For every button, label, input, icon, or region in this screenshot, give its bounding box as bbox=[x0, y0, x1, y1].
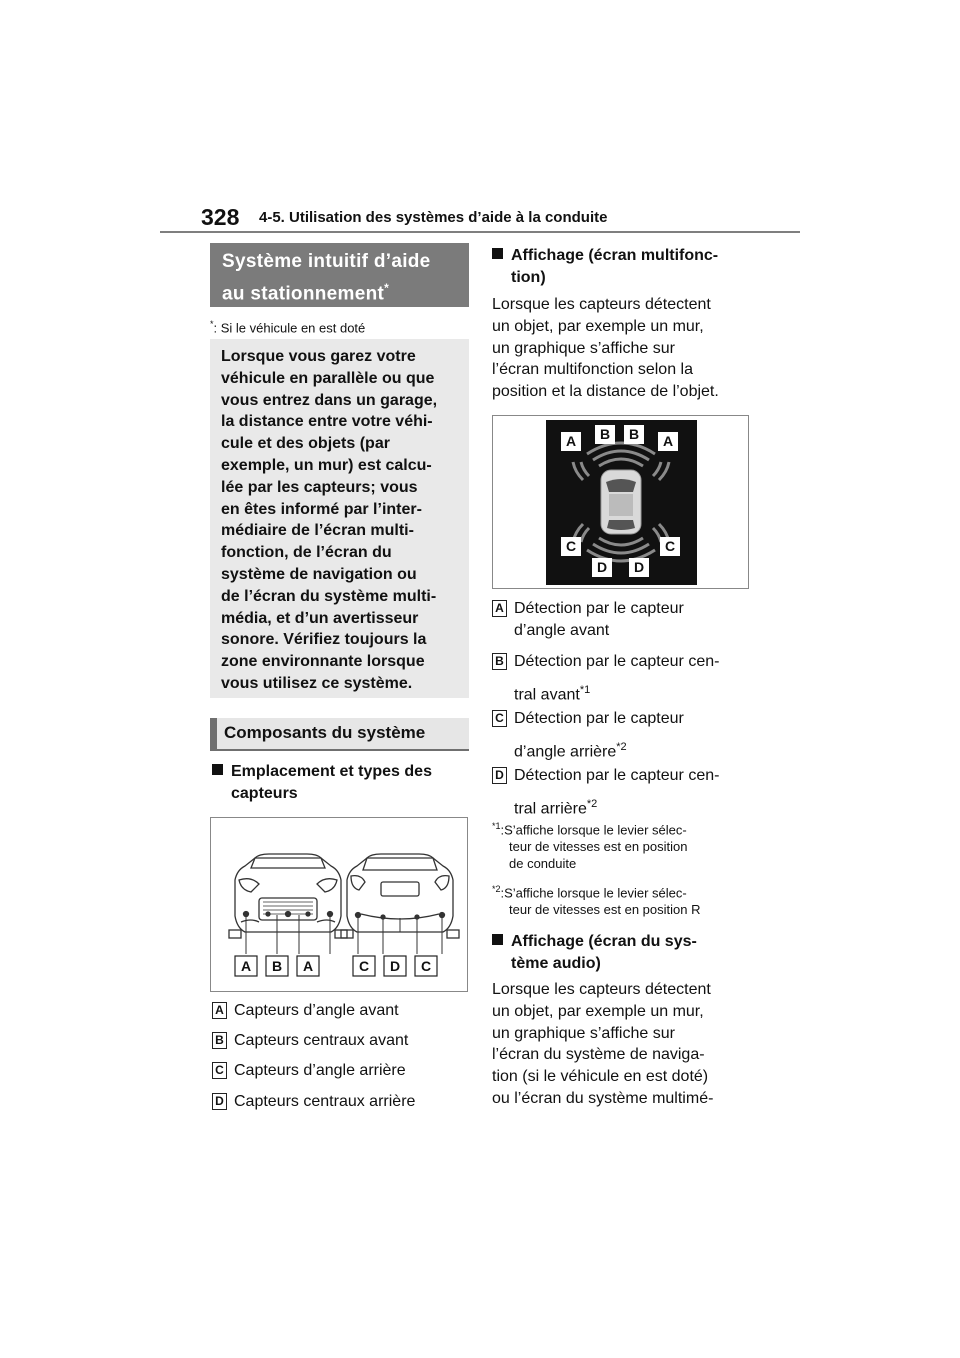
legend-text: Capteurs centraux avant bbox=[234, 1032, 409, 1049]
legend-badge: D bbox=[212, 1093, 227, 1110]
intro-line: fonction, de l’écran du bbox=[221, 544, 392, 562]
intro-line: Lorsque vous garez votre bbox=[221, 348, 416, 365]
title-line-1: Système intuitif d’aide bbox=[222, 251, 431, 272]
body-line: tion (si le véhicule en est doté) bbox=[492, 1068, 709, 1086]
equipped-note-text: : Si le véhicule en est doté bbox=[213, 320, 366, 336]
sensor-legend-item bbox=[212, 1092, 415, 1112]
legend-text: Capteurs centraux arrière bbox=[234, 1093, 416, 1110]
legend-badge: B bbox=[212, 1032, 227, 1049]
body-line: un graphique s’affiche sur bbox=[492, 339, 675, 357]
legend-line-1: Détection par le capteur bbox=[514, 710, 684, 727]
multi-heading-line-1: Affichage (écran multifonc- bbox=[511, 247, 719, 264]
square-bullet-icon bbox=[492, 934, 503, 945]
intro-line: exemple, un mur) est calcu- bbox=[221, 456, 432, 474]
body-line: Lorsque les capteurs détectent bbox=[492, 296, 711, 313]
title-mark: * bbox=[384, 281, 390, 295]
intro-line: la distance entre votre véhi- bbox=[221, 413, 433, 431]
intro-line: lée par les capteurs; vous bbox=[221, 478, 418, 496]
display-label-d-left: D bbox=[596, 559, 608, 575]
equipped-note-mark: * bbox=[210, 319, 214, 329]
sensor-heading-line-1: Emplacement et types des bbox=[231, 763, 432, 780]
intro-line: média, et d’un avertisseur bbox=[221, 609, 419, 627]
legend-sup: *2 bbox=[616, 741, 627, 753]
sensor-location-heading bbox=[212, 761, 472, 805]
audio-display-heading bbox=[492, 931, 752, 975]
intro-line: système de navigation ou bbox=[221, 565, 417, 583]
legend-sup: *2 bbox=[586, 798, 598, 810]
header-rule bbox=[160, 231, 800, 233]
legend-badge: D bbox=[492, 767, 507, 784]
footnote-1 bbox=[492, 818, 752, 872]
display-label-a-left: A bbox=[565, 433, 577, 449]
intro-line: vous entrez dans un garage, bbox=[221, 391, 438, 409]
title-line-2: au stationnement bbox=[222, 283, 385, 305]
display-legend-item bbox=[492, 598, 752, 642]
equipped-note bbox=[210, 319, 365, 335]
sensor-location-figure bbox=[210, 817, 468, 992]
body-line: un graphique s’affiche sur bbox=[492, 1024, 675, 1042]
display-label-b-left: B bbox=[599, 426, 611, 442]
body-line: un objet, par exemple un mur, bbox=[492, 317, 704, 335]
body-line: l’écran multifonction selon la bbox=[492, 361, 693, 379]
legend-badge: A bbox=[492, 600, 507, 617]
audio-heading-line-2: tème audio) bbox=[511, 955, 601, 972]
display-label-b-right: B bbox=[628, 426, 640, 442]
multi-display-heading bbox=[492, 245, 752, 289]
display-label-a-right: A bbox=[662, 433, 674, 449]
legend-line-2: tral avant bbox=[514, 686, 580, 704]
intro-line: zone environnante lorsque bbox=[221, 653, 425, 671]
intro-line: vous utilisez ce système. bbox=[221, 674, 413, 692]
square-bullet-icon bbox=[212, 764, 223, 775]
legend-badge: B bbox=[492, 653, 507, 670]
footnote-line: :S’affiche lorsque le levier sélec- bbox=[500, 822, 687, 838]
body-line: ou l’écran du système multimé- bbox=[492, 1089, 714, 1107]
sensor-label-front-right: A bbox=[302, 958, 314, 974]
sensor-label-front-center: B bbox=[271, 958, 283, 974]
legend-badge: A bbox=[212, 1002, 227, 1019]
legend-line-1: Détection par le capteur cen- bbox=[514, 767, 720, 784]
chapter-title: 4-5. Utilisation des systèmes d’aide à la conduite bbox=[259, 209, 608, 226]
components-heading: Composants du système bbox=[210, 718, 469, 751]
multi-display-figure bbox=[492, 415, 749, 589]
section-title-box bbox=[210, 243, 469, 307]
sensor-location-drawing bbox=[211, 818, 467, 991]
display-label-d-right: D bbox=[633, 559, 645, 575]
footnote-2 bbox=[492, 881, 752, 918]
sensor-label-rear-right: C bbox=[420, 958, 432, 974]
audio-heading-line-1: Affichage (écran du sys- bbox=[511, 933, 697, 950]
sensor-legend-item bbox=[212, 1001, 399, 1021]
display-legend-item bbox=[492, 708, 752, 763]
body-line: position et la distance de l’objet. bbox=[492, 383, 719, 401]
page-number: 328 bbox=[201, 204, 240, 230]
intro-line: médiaire de l’écran multi- bbox=[221, 522, 414, 540]
body-line: l’écran du système de naviga- bbox=[492, 1046, 705, 1064]
footnote-mark: *1 bbox=[492, 821, 501, 831]
legend-line-2: d’angle avant bbox=[514, 622, 610, 639]
multi-display-body bbox=[492, 294, 752, 403]
square-bullet-icon bbox=[492, 248, 503, 259]
legend-sup: *1 bbox=[579, 684, 591, 696]
sensor-heading-line-2: capteurs bbox=[231, 785, 298, 802]
sensor-label-rear-center: D bbox=[389, 958, 401, 974]
display-legend-item bbox=[492, 651, 752, 706]
footnote-line: de conduite bbox=[509, 856, 577, 872]
intro-line: de l’écran du système multi- bbox=[221, 587, 437, 605]
legend-line-2: tral arrière bbox=[514, 800, 587, 818]
multi-heading-line-2: tion) bbox=[511, 269, 546, 286]
legend-text: Capteurs d’angle arrière bbox=[234, 1062, 406, 1079]
sensor-legend-item bbox=[212, 1031, 408, 1051]
intro-line: sonore. Vérifiez toujours la bbox=[221, 631, 427, 649]
legend-badge: C bbox=[212, 1062, 227, 1079]
footnote-line: :S’affiche lorsque le levier sélec- bbox=[500, 885, 687, 901]
display-label-c-left: C bbox=[565, 538, 577, 554]
sensor-label-front-left: A bbox=[240, 958, 252, 974]
sensor-legend-item bbox=[212, 1061, 406, 1081]
sensor-label-rear-left: C bbox=[358, 958, 370, 974]
body-line: un objet, par exemple un mur, bbox=[492, 1002, 704, 1020]
footnote-mark: *2 bbox=[492, 884, 501, 894]
intro-line: véhicule en parallèle ou que bbox=[221, 369, 435, 387]
audio-display-body bbox=[492, 979, 752, 1110]
legend-badge: C bbox=[492, 710, 507, 727]
body-line: Lorsque les capteurs détectent bbox=[492, 981, 711, 998]
legend-line-2: d’angle arrière bbox=[514, 743, 617, 761]
intro-line: cule et des objets (par bbox=[221, 435, 390, 453]
footnote-line: teur de vitesses est en position R bbox=[509, 902, 701, 918]
intro-line: en êtes informé par l’inter- bbox=[221, 500, 422, 518]
display-legend-item bbox=[492, 765, 752, 820]
multi-display-drawing bbox=[493, 416, 748, 588]
title-line-2-wrap bbox=[222, 275, 457, 307]
legend-line-1: Détection par le capteur bbox=[514, 600, 684, 617]
legend-text: Capteurs d’angle avant bbox=[234, 1002, 399, 1019]
legend-line-1: Détection par le capteur cen- bbox=[514, 653, 720, 670]
intro-box bbox=[210, 339, 469, 698]
display-label-c-right: C bbox=[664, 538, 676, 554]
footnote-line: teur de vitesses est en position bbox=[509, 839, 688, 855]
